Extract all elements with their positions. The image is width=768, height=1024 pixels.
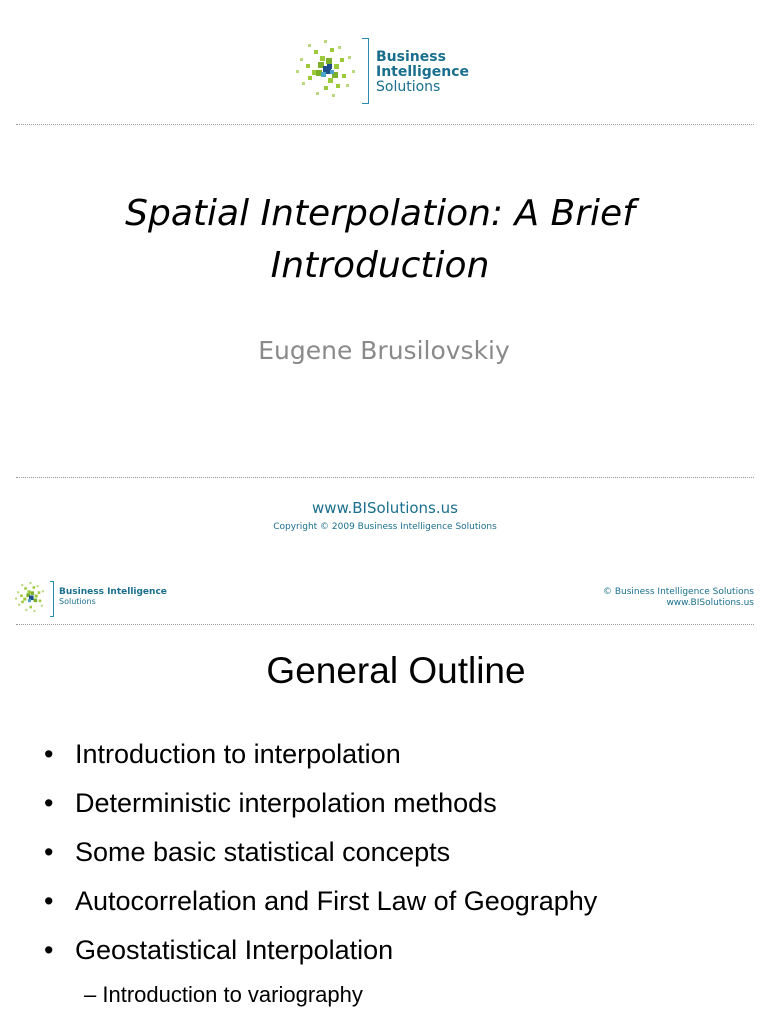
logo-text-business: Business bbox=[376, 49, 446, 65]
header-copyright: © Business Intelligence Solutions bbox=[603, 587, 754, 597]
bullet-marker: • bbox=[44, 886, 54, 916]
logo-mosaic-icon bbox=[294, 36, 360, 102]
header-logo-text: Business Intelligence bbox=[59, 587, 167, 597]
copyright-text: Copyright © 2009 Business Intelligence Solutions bbox=[273, 522, 497, 532]
sub-list-item bbox=[84, 980, 363, 1010]
footer-divider bbox=[16, 477, 754, 478]
logo-text-intelligence: Intelligence bbox=[376, 64, 470, 80]
author-name: Eugene Brusilovskiy bbox=[258, 336, 510, 365]
list-item bbox=[44, 833, 754, 882]
slide-title: Spatial Interpolation: A Brief Introduction bbox=[125, 193, 635, 286]
list-item-text: Introduction to interpolation bbox=[75, 739, 401, 769]
header-credits bbox=[603, 587, 754, 609]
outline-list bbox=[44, 735, 754, 980]
logo-bracket bbox=[362, 38, 369, 104]
list-item bbox=[44, 882, 754, 931]
outline-title: General Outline bbox=[266, 650, 526, 691]
list-item bbox=[44, 931, 754, 980]
company-logo bbox=[294, 36, 494, 106]
bullet-marker: • bbox=[44, 935, 54, 965]
top-divider bbox=[16, 124, 754, 125]
logo-bracket bbox=[50, 581, 54, 617]
list-item bbox=[44, 735, 754, 784]
list-item-text: Autocorrelation and First Law of Geography bbox=[75, 886, 598, 916]
list-item-text: Some basic statistical concepts bbox=[75, 837, 451, 867]
header-logo-subtext: Solutions bbox=[59, 597, 96, 606]
list-item-text: Geostatistical Interpolation bbox=[75, 935, 394, 965]
bullet-marker: • bbox=[44, 837, 54, 867]
logo-text-solutions: Solutions bbox=[376, 79, 441, 95]
list-item bbox=[44, 784, 754, 833]
bullet-marker: • bbox=[44, 788, 54, 818]
sub-bullet-marker: – bbox=[84, 982, 97, 1007]
sub-list-item-text: Introduction to variography bbox=[102, 982, 363, 1007]
logo-mosaic-icon bbox=[14, 580, 48, 614]
list-item-text: Deterministic interpolation methods bbox=[75, 788, 497, 818]
bullet-marker: • bbox=[44, 739, 54, 769]
header-website[interactable]: www.BISolutions.us bbox=[666, 598, 754, 608]
website-link[interactable]: www.BISolutions.us bbox=[312, 499, 458, 517]
header-logo bbox=[14, 580, 167, 616]
header-divider bbox=[16, 624, 754, 625]
